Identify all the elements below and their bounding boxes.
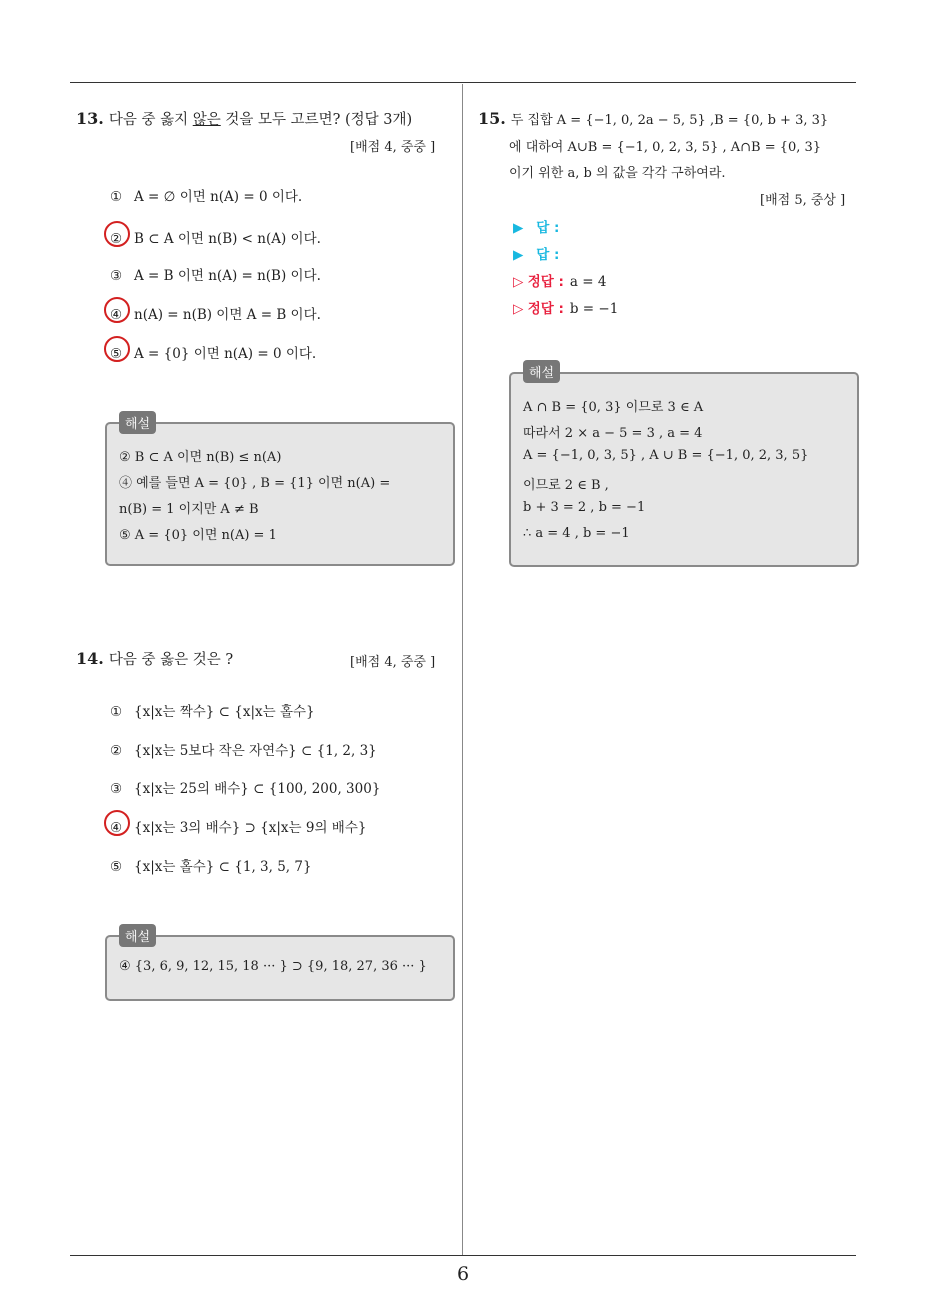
- answer-field-2[interactable]: [513, 243, 565, 263]
- q15-meta: [배점 5, 중상 ]: [760, 193, 846, 208]
- choice-number: ①: [110, 704, 123, 720]
- answer-mark-circle: [104, 810, 130, 836]
- q14-text: 다음 중 옳은 것은 ?: [108, 652, 234, 668]
- q14-number: 14.: [76, 649, 104, 668]
- play-icon: ▶: [513, 220, 524, 236]
- q13-explanation-box: [105, 422, 455, 566]
- choice-number: ③: [110, 781, 123, 797]
- answer-mark-circle: [104, 297, 130, 323]
- q15-header: [478, 106, 828, 134]
- q14-header: [76, 646, 233, 673]
- q13-meta: [배점 4, 중중 ]: [350, 140, 436, 155]
- choice-number: ④: [110, 820, 123, 836]
- q15-line-2: 에 대하여 A∪B = {−1, 0, 2, 3, 5} , A∩B = {0, 3}: [509, 140, 822, 155]
- choice-text: A = ∅ 이면 n(A) = 0 이다.: [134, 189, 303, 205]
- explanation-line: ② B ⊂ A 이면 n(B) ≤ n(A): [119, 450, 282, 465]
- q13-header: [76, 106, 412, 133]
- bottom-rule: [70, 1255, 856, 1256]
- q15-number: 15.: [478, 109, 506, 128]
- explanation-line: n(B) = 1 이지만 A ≠ B: [119, 502, 259, 517]
- q14-choice-4[interactable]: [110, 816, 366, 836]
- q15-line-1: 두 집합 A = {−1, 0, 2a − 5, 5} ,B = {0, b + 3, 3}: [510, 113, 829, 128]
- q14-choice-2[interactable]: [110, 739, 377, 759]
- q14-choice-5[interactable]: [110, 855, 312, 875]
- q15-explanation-box: [509, 372, 859, 567]
- choice-number: ②: [110, 231, 123, 247]
- play-icon: ▶: [513, 247, 524, 263]
- choice-text: {x|x는 홀수} ⊂ {1, 3, 5, 7}: [134, 859, 312, 875]
- choice-text: n(A) = n(B) 이면 A = B 이다.: [134, 307, 321, 323]
- explanation-line: A ∩ B = {0, 3} 이므로 3 ∈ A: [523, 400, 704, 415]
- choice-number: ①: [110, 189, 123, 205]
- q13-number: 13.: [76, 109, 104, 128]
- page-number: 6: [456, 1263, 470, 1285]
- explanation-tag: 해설: [523, 360, 560, 383]
- choice-number: ⑤: [110, 859, 123, 875]
- choice-text: {x|x는 5보다 작은 자연수} ⊂ {1, 2, 3}: [134, 743, 377, 759]
- q13-choice-1[interactable]: [110, 185, 302, 205]
- choice-number: ④: [110, 307, 123, 323]
- choice-text: {x|x는 25의 배수} ⊂ {100, 200, 300}: [134, 781, 381, 797]
- q13-choice-2[interactable]: [110, 227, 321, 247]
- q13-choice-3[interactable]: [110, 264, 321, 284]
- answer-mark-circle: [104, 221, 130, 247]
- choice-number: ②: [110, 743, 123, 759]
- q13-text-after: 것을 모두 고르면? (정답 3개): [220, 112, 413, 128]
- explanation-tag: 해설: [119, 411, 156, 434]
- explanation-line: 따라서 2 × a − 5 = 3 , a = 4: [523, 426, 703, 441]
- q13-choice-4[interactable]: [110, 303, 321, 323]
- answer-mark-circle: [104, 336, 130, 362]
- explanation-line: A = {−1, 0, 3, 5} , A ∪ B = {−1, 0, 2, 3, 5}: [523, 448, 809, 463]
- top-rule: [70, 82, 856, 83]
- q15-line-3: 이기 위한 a, b 의 값을 각각 구하여라.: [509, 166, 726, 181]
- explanation-line: b + 3 = 2 , b = −1: [523, 500, 646, 515]
- explanation-tag: 해설: [119, 924, 156, 947]
- correct-answer-2: [513, 297, 618, 317]
- q14-choice-1[interactable]: [110, 700, 315, 720]
- answer-label: 답 :: [536, 247, 560, 263]
- q13-choice-5[interactable]: [110, 342, 316, 362]
- q14-meta: [배점 4, 중중 ]: [350, 655, 436, 670]
- choice-number: ③: [110, 268, 123, 284]
- q14-choice-3[interactable]: [110, 777, 380, 797]
- choice-text: {x|x는 짝수} ⊂ {x|x는 홀수}: [134, 704, 315, 720]
- correct-answer-value: b = −1: [569, 301, 619, 317]
- explanation-line: ④ 예를 들면 A = {0} , B = {1} 이면 n(A) =: [119, 476, 391, 491]
- q13-text-before: 다음 중 옳지: [108, 112, 193, 128]
- choice-text: A = {0} 이면 n(A) = 0 이다.: [134, 346, 317, 362]
- correct-answer-label: 정답 :: [527, 301, 564, 317]
- explanation-line: ④ {3, 6, 9, 12, 15, 18 ··· } ⊃ {9, 18, 27, 36 ··· }: [119, 959, 427, 974]
- column-divider: [462, 84, 463, 1256]
- correct-answer-value: a = 4: [569, 274, 607, 290]
- answer-field-1[interactable]: [513, 216, 565, 236]
- triangle-outline-icon: ▷: [513, 301, 524, 317]
- choice-number: ⑤: [110, 346, 123, 362]
- q14-explanation-box: [105, 935, 455, 1001]
- choice-text: A = B 이면 n(A) = n(B) 이다.: [134, 268, 321, 284]
- choice-text: {x|x는 3의 배수} ⊃ {x|x는 9의 배수}: [134, 820, 367, 836]
- correct-answer-1: [513, 270, 606, 290]
- explanation-line: 이므로 2 ∈ B ,: [523, 478, 609, 493]
- answer-label: 답 :: [536, 220, 560, 236]
- q13-text-underlined: 않은: [192, 112, 221, 128]
- explanation-line: ∴ a = 4 , b = −1: [523, 526, 630, 541]
- explanation-line: ⑤ A = {0} 이면 n(A) = 1: [119, 528, 277, 543]
- correct-answer-label: 정답 :: [527, 274, 564, 290]
- triangle-outline-icon: ▷: [513, 274, 524, 290]
- choice-text: B ⊂ A 이면 n(B) < n(A) 이다.: [134, 231, 321, 247]
